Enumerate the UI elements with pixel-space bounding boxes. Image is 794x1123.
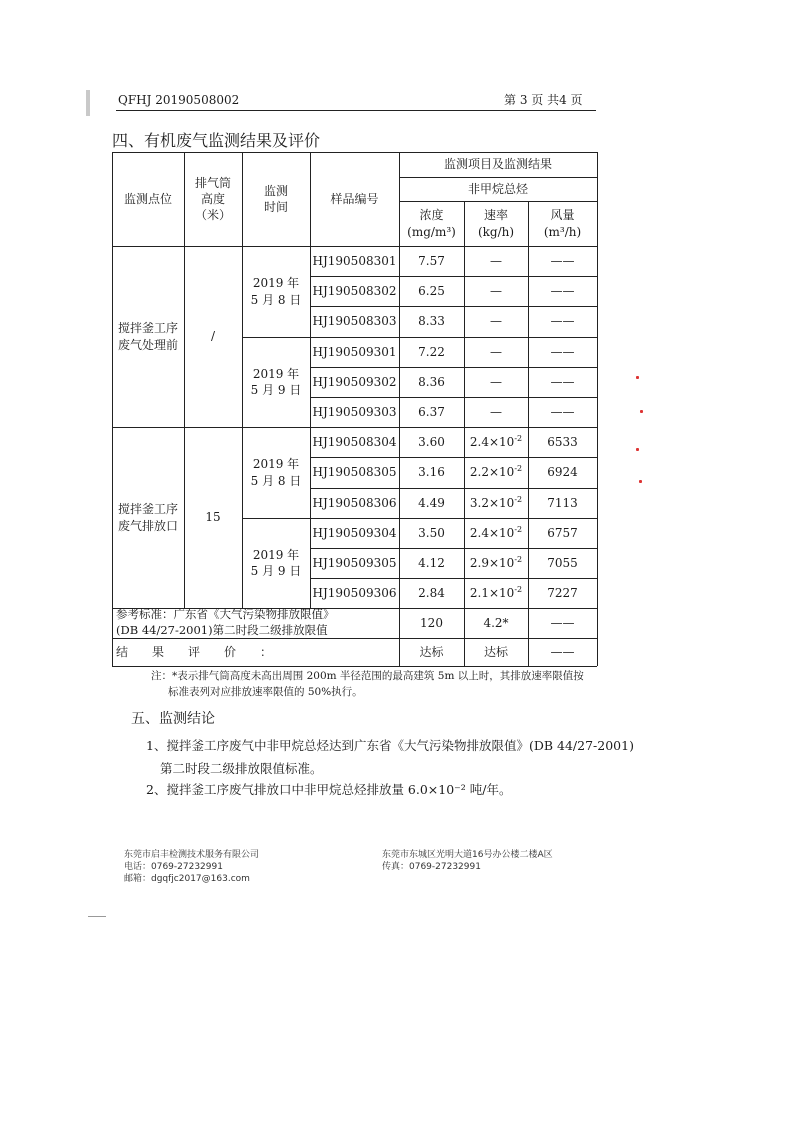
rate-cell: — bbox=[490, 344, 502, 359]
concentration-cell: 3.50 bbox=[418, 525, 445, 540]
date-cell: 2019 年 5 月 9 日 bbox=[250, 366, 302, 397]
flow-cell: 6757 bbox=[547, 525, 578, 540]
location-cell: 搅拌釜工序 废气排放口 bbox=[117, 502, 178, 533]
sample-id-cell: HJ190508306 bbox=[312, 495, 397, 510]
header-items: 监测项目及监测结果 bbox=[443, 157, 552, 172]
concentration-cell: 7.57 bbox=[418, 253, 445, 268]
evaluation-flow: —— bbox=[550, 644, 575, 659]
concentration-cell: 7.22 bbox=[418, 344, 445, 359]
header-rate: 速率 (kg/h) bbox=[477, 208, 515, 239]
flow-cell: —— bbox=[550, 314, 575, 329]
date-cell: 2019 年 5 月 8 日 bbox=[250, 276, 302, 307]
sample-id-cell: HJ190508304 bbox=[312, 434, 397, 449]
section-4-title: 四、有机废气监测结果及评价 bbox=[112, 131, 321, 150]
date-cell: 2019 年 5 月 9 日 bbox=[250, 547, 302, 578]
rate-cell: $2.2\times 10^{-2}$ bbox=[469, 464, 523, 480]
rate-cell: — bbox=[490, 253, 502, 268]
concentration-cell: 2.84 bbox=[418, 585, 445, 600]
stamp-fragment bbox=[636, 376, 639, 379]
rate-cell: — bbox=[490, 404, 502, 419]
table-rule bbox=[597, 152, 598, 666]
sample-id-cell: HJ190508303 bbox=[312, 314, 397, 329]
concentration-cell: 6.37 bbox=[418, 404, 445, 419]
location-cell: 搅拌釜工序 废气处理前 bbox=[117, 321, 178, 352]
flow-cell: 6924 bbox=[547, 465, 578, 480]
sample-id-cell: HJ190508302 bbox=[312, 283, 397, 298]
section-5-title: 五、监测结论 bbox=[131, 711, 215, 727]
concentration-cell: 4.49 bbox=[418, 495, 445, 510]
sample-id-cell: HJ190509306 bbox=[312, 585, 397, 600]
page-info: 第 3 页 共4 页 bbox=[504, 93, 583, 107]
sample-id-cell: HJ190509305 bbox=[312, 555, 397, 570]
footer-tel: 电话：0769-27232991 bbox=[124, 862, 223, 872]
conclusion-1-line2: 第二时段二级排放限值标准。 bbox=[160, 761, 323, 776]
concentration-cell: 3.16 bbox=[418, 465, 445, 480]
rate-cell: $2.1\times 10^{-2}$ bbox=[469, 584, 523, 600]
header-nmhc: 非甲烷总烃 bbox=[467, 181, 528, 196]
reference-flow: —— bbox=[550, 615, 575, 630]
flow-cell: —— bbox=[550, 404, 575, 419]
header-flow: 风量 (m³/h) bbox=[543, 208, 582, 239]
evaluation-label: 结 果 评 价 ： bbox=[116, 644, 273, 659]
flow-cell: 7113 bbox=[547, 495, 578, 510]
reference-concentration: 120 bbox=[420, 615, 443, 630]
flow-cell: —— bbox=[550, 374, 575, 389]
stamp-fragment bbox=[639, 480, 642, 483]
flow-cell: —— bbox=[550, 283, 575, 298]
flow-cell: 7227 bbox=[547, 585, 578, 600]
sample-id-cell: HJ190509304 bbox=[312, 525, 397, 540]
rate-cell: — bbox=[490, 374, 502, 389]
table-bottom-border bbox=[112, 666, 597, 667]
footer-email: 邮箱：dgqfjc2017@163.com bbox=[124, 874, 250, 884]
concentration-cell: 8.36 bbox=[418, 374, 445, 389]
stack-height-cell: 15 bbox=[205, 510, 221, 525]
header-stack-height: 排气筒 高度 （米） bbox=[194, 175, 231, 223]
table-note-line2: 标准表列对应排放速率限值的 50%执行。 bbox=[168, 686, 363, 698]
header-time: 监测 时间 bbox=[263, 183, 288, 214]
header-concentration: 浓度 (mg/m³) bbox=[407, 208, 456, 239]
sample-id-cell: HJ190508301 bbox=[312, 253, 397, 268]
header-location: 监测点位 bbox=[123, 191, 172, 206]
table-note-line1: 注：*表示排气筒高度未高出周围 200m 半径范围的最高建筑 5m 以上时，其排放速率限值按 bbox=[151, 670, 584, 682]
report-number: QFHJ 20190508002 bbox=[118, 93, 240, 107]
stamp-fragment bbox=[640, 410, 643, 413]
concentration-cell: 4.12 bbox=[418, 555, 445, 570]
date-cell: 2019 年 5 月 8 日 bbox=[250, 457, 302, 488]
flow-cell: 7055 bbox=[547, 555, 578, 570]
rate-cell: — bbox=[490, 283, 502, 298]
sample-id-cell: HJ190509301 bbox=[312, 344, 397, 359]
concentration-cell: 3.60 bbox=[418, 434, 445, 449]
stamp-fragment bbox=[636, 448, 639, 451]
reference-standard-label: 参考标准：广东省《大气污染物排放限值》 (DB 44/27-2001)第二时段二级排放限值 bbox=[116, 607, 335, 637]
stack-height-cell: / bbox=[210, 329, 216, 344]
sample-id-cell: HJ190509303 bbox=[312, 404, 397, 419]
flow-cell: —— bbox=[550, 344, 575, 359]
flow-cell: —— bbox=[550, 253, 575, 268]
header-sample-id: 样品编号 bbox=[330, 191, 379, 206]
concentration-cell: 8.33 bbox=[418, 314, 445, 329]
sample-id-cell: HJ190509302 bbox=[312, 374, 397, 389]
bottom-mark bbox=[88, 916, 106, 917]
rate-cell: — bbox=[490, 314, 502, 329]
flow-cell: 6533 bbox=[547, 434, 578, 449]
sample-id-cell: HJ190508305 bbox=[312, 465, 397, 480]
evaluation-concentration: 达标 bbox=[419, 644, 444, 659]
footer-fax: 传真：0769-27232991 bbox=[382, 862, 481, 872]
conclusion-1-line1: 1、搅拌釜工序废气中非甲烷总烃达到广东省《大气污染物排放限值》(DB 44/27-2001) bbox=[146, 738, 634, 753]
reference-rate: 4.2* bbox=[483, 615, 509, 630]
footer-company: 东莞市启丰检测技术服务有限公司 bbox=[124, 850, 260, 860]
rate-cell: $2.4\times 10^{-2}$ bbox=[469, 433, 523, 449]
rate-cell: $2.4\times 10^{-2}$ bbox=[469, 524, 523, 540]
rate-cell: $2.9\times 10^{-2}$ bbox=[469, 554, 523, 570]
evaluation-rate: 达标 bbox=[483, 644, 508, 659]
concentration-cell: 6.25 bbox=[418, 283, 445, 298]
footer-address: 东莞市东城区光明大道16号办公楼二楼A区 bbox=[382, 850, 553, 860]
rate-cell: $3.2\times 10^{-2}$ bbox=[469, 494, 523, 510]
conclusion-2: 2、搅拌釜工序废气排放口中非甲烷总烃排放量 6.0×10⁻² 吨/年。 bbox=[146, 782, 512, 797]
